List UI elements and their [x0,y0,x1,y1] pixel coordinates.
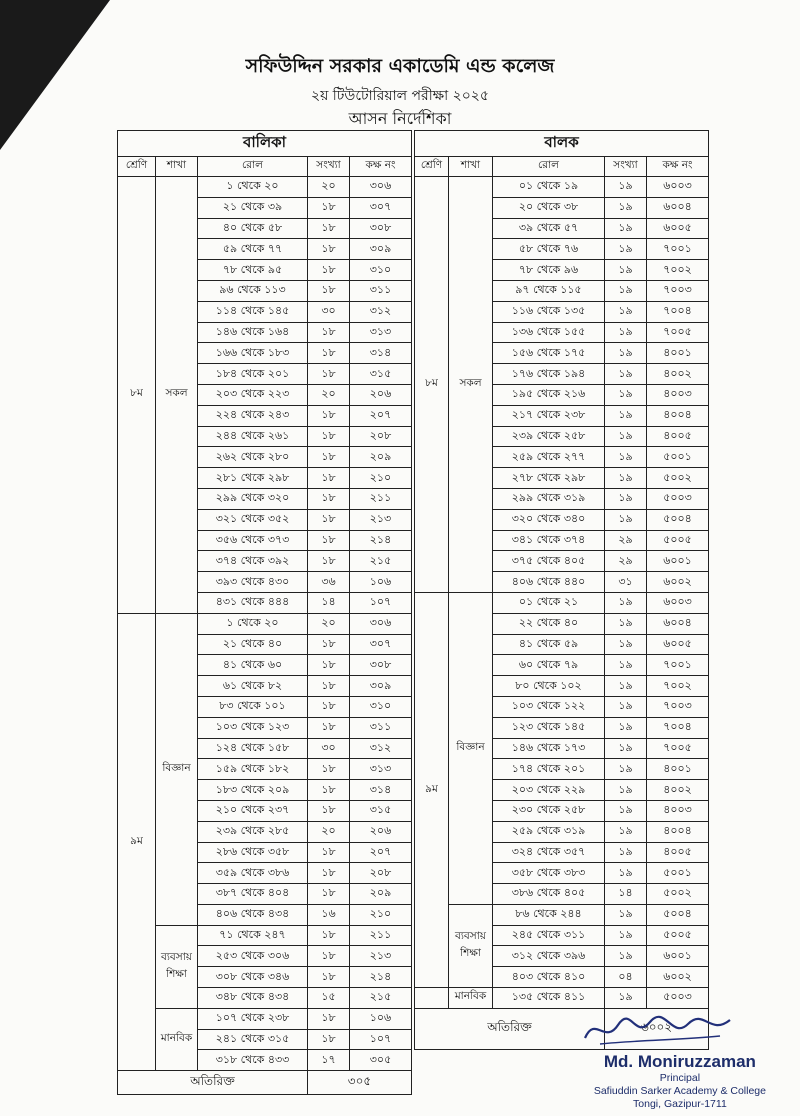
count-cell: ১৯ [605,759,647,780]
room-cell: ৪০০১ [647,759,709,780]
room-cell: ৭০০১ [647,239,709,260]
roll-cell: ২০৩ থেকে ২২৩ [198,384,308,405]
room-cell: ৩১১ [350,280,412,301]
institution-name: সফিউদ্দিন সরকার একাডেমি এন্ড কলেজ [245,55,555,77]
roll-cell: ৩০৮ থেকে ৩৪৬ [198,967,308,988]
roll-cell: ১৬৬ থেকে ১৮৩ [198,343,308,364]
roll-cell: ২১৭ থেকে ২৩৮ [493,405,605,426]
count-cell: ১৯ [605,676,647,697]
count-cell: ১৯ [605,780,647,801]
roll-cell: ১৫৬ থেকে ১৭৫ [493,343,605,364]
table-row [415,988,709,1009]
roll-cell: ৬১ থেকে ৮২ [198,676,308,697]
room-cell: ৩০৯ [350,239,412,260]
roll-cell: ১৭৬ থেকে ১৯৪ [493,364,605,385]
count-cell: ২০ [308,613,350,634]
table-row [118,613,412,634]
count-cell: ৩০ [308,738,350,759]
roll-cell: ১৩৬ থেকে ১৫৫ [493,322,605,343]
roll-cell: ১ থেকে ২০ [198,613,308,634]
room-cell: ৩১০ [350,696,412,717]
count-cell: ১৮ [308,676,350,697]
college-name: Safiuddin Sarker Academy & College [593,1085,766,1097]
roll-cell: ২৮১ থেকে ২৯৮ [198,468,308,489]
roll-cell: ২০ থেকে ৩৮ [493,197,605,218]
roll-cell: ৯৬ থেকে ১১৩ [198,280,308,301]
room-cell: ৪০০৩ [647,384,709,405]
room-cell: ৫০০৫ [647,530,709,551]
room-cell: ২০৯ [350,447,412,468]
roll-cell: ৩৮৬ থেকে ৪০৫ [493,884,605,905]
room-cell: ৩১৪ [350,780,412,801]
room-cell: ২০৮ [350,863,412,884]
room-cell: ৬০০৩ [647,592,709,613]
col-header-count: সংখ্যা [605,157,647,177]
count-cell: ১৬ [308,904,350,925]
roll-cell: ২২৪ থেকে ২৪৩ [198,405,308,426]
room-cell: ৩১২ [350,301,412,322]
table-row [118,177,412,198]
roll-cell: ৭৮ থেকে ৯৬ [493,260,605,281]
room-cell: ৩০৬ [350,613,412,634]
roll-cell: ১৯৫ থেকে ২১৬ [493,384,605,405]
roll-cell: ২১ থেকে ৪০ [198,634,308,655]
roll-cell: ২৫৯ থেকে ৩১৯ [493,821,605,842]
room-cell: ২০৬ [350,821,412,842]
roll-cell: ৬০ থেকে ৭৯ [493,655,605,676]
room-cell: ৭০০৩ [647,696,709,717]
roll-cell: ৩২০ থেকে ৩৪০ [493,509,605,530]
roll-cell: ১১৬ থেকে ১৩৫ [493,301,605,322]
count-cell: ১৮ [308,530,350,551]
count-cell: ১৮ [308,218,350,239]
roll-cell: ৫৯ থেকে ৭৭ [198,239,308,260]
roll-cell: ১৫৯ থেকে ১৮২ [198,759,308,780]
room-cell: ২১৪ [350,530,412,551]
room-cell: ৭০০৪ [647,301,709,322]
roll-cell: ১০৩ থেকে ১২২ [493,696,605,717]
count-cell: ১৯ [605,488,647,509]
count-cell: ১৯ [605,426,647,447]
count-cell: ১৮ [308,946,350,967]
count-cell: ১৮ [308,884,350,905]
college-address: Tongi, Gazipur-1711 [633,1098,727,1110]
room-cell: ৪০০৩ [647,800,709,821]
room-cell: ৭০০১ [647,655,709,676]
roll-cell: ৪০৬ থেকে ৪৪০ [493,572,605,593]
count-cell: ১৮ [308,447,350,468]
col-header-branch: শাখা [449,157,493,177]
count-cell: ১৮ [308,1008,350,1029]
roll-cell: ২৮৬ থেকে ৩৫৮ [198,842,308,863]
count-cell: ১৯ [605,509,647,530]
room-cell: ২১৩ [350,946,412,967]
count-cell: ১৯ [605,800,647,821]
girls-extra-label: অতিরিক্ত [118,1071,308,1095]
room-cell: ২১৪ [350,967,412,988]
count-cell: ১৮ [308,405,350,426]
count-cell: ১৯ [605,863,647,884]
exam-name: ২য় টিউটোরিয়াল পরীক্ষা ২০২৫ [310,88,489,104]
col-header-room: কক্ষ নং [647,157,709,177]
count-cell: ১৮ [308,343,350,364]
roll-cell: ৫৮ থেকে ৭৬ [493,239,605,260]
count-cell: ১৯ [605,634,647,655]
roll-cell: ৮০ থেকে ১০২ [493,676,605,697]
count-cell: ১৯ [605,696,647,717]
count-cell: ৩০ [308,301,350,322]
room-cell: ৭০০৩ [647,280,709,301]
room-cell: ২০৬ [350,384,412,405]
col-header-count: সংখ্যা [308,157,350,177]
count-cell: ১৮ [308,488,350,509]
class-cell: ৯ম [415,592,449,987]
count-cell: ১৯ [605,364,647,385]
roll-cell: ২২ থেকে ৪০ [493,613,605,634]
count-cell: ১৯ [605,280,647,301]
roll-cell: ৭৮ থেকে ৯৫ [198,260,308,281]
room-cell: ৩১১ [350,717,412,738]
room-cell: ২১৩ [350,509,412,530]
count-cell: ১৯ [605,405,647,426]
roll-cell: ৩২৪ থেকে ৩৫৭ [493,842,605,863]
count-cell: ১৮ [308,551,350,572]
count-cell: ১৯ [605,717,647,738]
roll-cell: ৩৫৮ থেকে ৩৮৩ [493,863,605,884]
count-cell: ১৮ [308,634,350,655]
principal-name: Md. Moniruzzaman [603,1052,756,1071]
room-cell: ৩১৩ [350,759,412,780]
room-cell: ১০৬ [350,572,412,593]
roll-cell: ৪১ থেকে ৫৯ [493,634,605,655]
roll-cell: ৩১৮ থেকে ৪৩৩ [198,1050,308,1071]
count-cell: ১৯ [605,738,647,759]
roll-cell: ৪০৩ থেকে ৪১০ [493,967,605,988]
col-header-class: শ্রেণি [415,157,449,177]
roll-cell: ১৮৪ থেকে ২০১ [198,364,308,385]
count-cell: ১৮ [308,322,350,343]
room-cell: ১০৭ [350,592,412,613]
count-cell: ১৯ [605,322,647,343]
count-cell: ১৮ [308,925,350,946]
room-cell: ৩০৯ [350,676,412,697]
count-cell: ০৪ [605,967,647,988]
room-cell: ২০৮ [350,426,412,447]
roll-cell: ৩২১ থেকে ৩৫২ [198,509,308,530]
roll-cell: ১০৭ থেকে ২৩৮ [198,1008,308,1029]
count-cell: ১৯ [605,988,647,1009]
roll-cell: ২০৩ থেকে ২২৯ [493,780,605,801]
room-cell: ৬০০৪ [647,197,709,218]
roll-cell: ২৯৯ থেকে ৩২০ [198,488,308,509]
count-cell: ১৯ [605,655,647,676]
count-cell: ১৮ [308,800,350,821]
room-cell: ৪০০১ [647,343,709,364]
room-cell: ৫০০৩ [647,988,709,1009]
room-cell: ৪০০৫ [647,426,709,447]
roll-cell: ১৮৩ থেকে ২০৯ [198,780,308,801]
count-cell: ১৯ [605,925,647,946]
count-cell: ১৮ [308,696,350,717]
roll-cell: ২৪৫ থেকে ৩১১ [493,925,605,946]
count-cell: ১৮ [308,842,350,863]
count-cell: ২৯ [605,551,647,572]
girls-seat-table [117,130,412,1095]
room-cell: ৩১০ [350,260,412,281]
roll-cell: ৪১ থেকে ৬০ [198,655,308,676]
table-row [415,177,709,198]
room-cell: ৩০৭ [350,634,412,655]
table-row [118,925,412,946]
boys-table-body [415,177,709,1009]
room-cell: ৬০০৫ [647,634,709,655]
roll-cell: ৮৬ থেকে ২৪৪ [493,904,605,925]
room-cell: ৩০৫ [350,1050,412,1071]
count-cell: ১৯ [605,384,647,405]
room-cell: ২১০ [350,468,412,489]
count-cell: ১৮ [308,509,350,530]
room-cell: ৩১৪ [350,343,412,364]
roll-cell: ১০৩ থেকে ১২৩ [198,717,308,738]
count-cell: ১৯ [605,301,647,322]
roll-cell: ৩৫৯ থেকে ৩৮৬ [198,863,308,884]
room-cell: ৩০৮ [350,218,412,239]
room-cell: ৭০০৫ [647,738,709,759]
room-cell: ৩০৮ [350,655,412,676]
room-cell: ৫০০৪ [647,904,709,925]
col-header-branch: শাখা [156,157,198,177]
boys-section-title: বালক [415,131,709,157]
roll-cell: ৪০৬ থেকে ৪৩৪ [198,904,308,925]
count-cell: ১৪ [308,592,350,613]
class-cell: ৮ম [415,177,449,593]
roll-cell: ১২৩ থেকে ১৪৫ [493,717,605,738]
room-cell: ২০৭ [350,405,412,426]
room-cell: ৬০০১ [647,551,709,572]
room-cell: ৫০০১ [647,863,709,884]
roll-cell: ৯৭ থেকে ১১৫ [493,280,605,301]
roll-cell: ৩১২ থেকে ৩৯৬ [493,946,605,967]
roll-cell: ৩৮৭ থেকে ৪০৪ [198,884,308,905]
count-cell: ১৮ [308,759,350,780]
roll-cell: ৩৯৩ থেকে ৪৩০ [198,572,308,593]
roll-cell: ১৩৫ থেকে ৪১১ [493,988,605,1009]
boys-extra-room: ৬০০২ [605,1008,709,1049]
roll-cell: ১ থেকে ২০ [198,177,308,198]
roll-cell: ১৭৪ থেকে ২০১ [493,759,605,780]
document-title: আসন নির্দেশিকা [348,109,452,128]
roll-cell: ৩৯ থেকে ৫৭ [493,218,605,239]
room-cell: ৫০০১ [647,447,709,468]
room-cell: ২১০ [350,904,412,925]
room-cell: ৬০০১ [647,946,709,967]
room-cell: ৩১২ [350,738,412,759]
room-cell: ২০৭ [350,842,412,863]
roll-cell: ৪০ থেকে ৫৮ [198,218,308,239]
room-cell: ৪০০৪ [647,405,709,426]
room-cell: ৪০০৪ [647,821,709,842]
count-cell: ১৮ [308,468,350,489]
count-cell: ১৮ [308,280,350,301]
room-cell: ৬০০২ [647,572,709,593]
count-cell: ১৯ [605,218,647,239]
roll-cell: ২৫৩ থেকে ৩০৬ [198,946,308,967]
boys-seat-table [414,130,709,1050]
roll-cell: ২৩৯ থেকে ২৫৮ [493,426,605,447]
girls-section-title: বালিকা [118,131,412,157]
roll-cell: ২১০ থেকে ২৩৭ [198,800,308,821]
roll-cell: ৭১ থেকে ২৪৭ [198,925,308,946]
col-header-room: কক্ষ নং [350,157,412,177]
count-cell: ১৯ [605,177,647,198]
principal-signature-block [594,1052,766,1111]
room-cell: ২১১ [350,488,412,509]
branch-cell: মানবিক [156,1008,198,1070]
roll-cell: ৩৪৮ থেকে ৪৩৪ [198,988,308,1009]
count-cell: ৩৬ [308,572,350,593]
roll-cell: ২১ থেকে ৩৯ [198,197,308,218]
count-cell: ১৮ [308,780,350,801]
room-cell: ৩১৫ [350,800,412,821]
girls-extra-room: ৩০৫ [308,1071,412,1095]
room-cell: ৬০০৩ [647,177,709,198]
room-cell: ৫০০৫ [647,925,709,946]
branch-cell: বিজ্ঞান [156,613,198,925]
count-cell: ১৮ [308,197,350,218]
room-cell: ৫০০২ [647,884,709,905]
roll-cell: ৩৭৫ থেকে ৪০৫ [493,551,605,572]
roll-cell: ৩৭৪ থেকে ৩৯২ [198,551,308,572]
room-cell: ২১১ [350,925,412,946]
class-cell: ৯ম [118,613,156,1071]
roll-cell: ০১ থেকে ১৯ [493,177,605,198]
count-cell: ১৯ [605,904,647,925]
room-cell: ৭০০২ [647,260,709,281]
roll-cell: ২৩৯ থেকে ২৮৫ [198,821,308,842]
roll-cell: ২৭৮ থেকে ২৯৮ [493,468,605,489]
room-cell: ১০৬ [350,1008,412,1029]
girls-table-body [118,177,412,1071]
signature-scribble [580,1010,740,1050]
roll-cell: ২৬২ থেকে ২৮০ [198,447,308,468]
room-cell: ৬০০৪ [647,613,709,634]
count-cell: ৩১ [605,572,647,593]
roll-cell: ২৫৯ থেকে ২৭৭ [493,447,605,468]
room-cell: ৭০০৪ [647,717,709,738]
room-cell: ২০৯ [350,884,412,905]
room-cell: ৩১৩ [350,322,412,343]
room-cell: ৪০০২ [647,780,709,801]
count-cell: ১৯ [605,239,647,260]
col-header-class: শ্রেণি [118,157,156,177]
room-cell: ৩০৬ [350,177,412,198]
count-cell: ১৮ [308,967,350,988]
room-cell: ৪০০২ [647,364,709,385]
count-cell: ১৯ [605,821,647,842]
boys-extra-label: অতিরিক্ত [415,1008,605,1049]
count-cell: ১৮ [308,260,350,281]
count-cell: ১৮ [308,239,350,260]
count-cell: ১৭ [308,1050,350,1071]
count-cell: ১৯ [605,613,647,634]
count-cell: ১৯ [605,842,647,863]
branch-cell: ব্যবসায় শিক্ষা [156,925,198,1008]
roll-cell: ৩৫৬ থেকে ৩৭৩ [198,530,308,551]
room-cell: ৪০০৫ [647,842,709,863]
count-cell: ১৯ [605,343,647,364]
count-cell: ১৪ [605,884,647,905]
room-cell: ৩০৭ [350,197,412,218]
count-cell: ১৯ [605,468,647,489]
count-cell: ২০ [308,177,350,198]
count-cell: ২৯ [605,530,647,551]
roll-cell: ৮৩ থেকে ১০১ [198,696,308,717]
roll-cell: ০১ থেকে ২১ [493,592,605,613]
class-cell [415,988,449,1009]
branch-cell: সকল [449,177,493,593]
room-cell: ৫০০৪ [647,509,709,530]
roll-cell: ২৪১ থেকে ৩১৫ [198,1029,308,1050]
count-cell: ১৮ [308,426,350,447]
branch-cell: সকল [156,177,198,614]
table-row [118,1008,412,1029]
room-cell: ২১৫ [350,988,412,1009]
count-cell: ১৮ [308,655,350,676]
branch-cell: মানবিক [449,988,493,1009]
count-cell: ১৮ [308,717,350,738]
roll-cell: ২৪৪ থেকে ২৬১ [198,426,308,447]
roll-cell: ১৪৬ থেকে ১৭৩ [493,738,605,759]
principal-title: Principal [659,1072,701,1084]
count-cell: ১৮ [308,1029,350,1050]
col-header-roll: রোল [198,157,308,177]
roll-cell: ১৪৬ থেকে ১৬৪ [198,322,308,343]
col-header-roll: রোল [493,157,605,177]
room-cell: ৬০০২ [647,967,709,988]
room-cell: ৭০০২ [647,676,709,697]
count-cell: ২০ [308,821,350,842]
room-cell: ৬০০৫ [647,218,709,239]
count-cell: ১৯ [605,592,647,613]
room-cell: ৩১৫ [350,364,412,385]
room-cell: ২১৫ [350,551,412,572]
branch-cell: বিজ্ঞান [449,592,493,904]
count-cell: ১৮ [308,863,350,884]
room-cell: ৫০০৩ [647,488,709,509]
roll-cell: ২৩০ থেকে ২৫৮ [493,800,605,821]
count-cell: ১৯ [605,197,647,218]
branch-cell: ব্যবসায় শিক্ষা [449,904,493,987]
count-cell: ২০ [308,384,350,405]
count-cell: ১৯ [605,260,647,281]
count-cell: ১৯ [605,447,647,468]
table-row [415,904,709,925]
roll-cell: ২৯৯ থেকে ৩১৯ [493,488,605,509]
room-cell: ৭০০৫ [647,322,709,343]
roll-cell: ১২৪ থেকে ১৫৮ [198,738,308,759]
count-cell: ১৫ [308,988,350,1009]
roll-cell: ৪৩১ থেকে ৪৪৪ [198,592,308,613]
table-row [415,592,709,613]
roll-cell: ১১৪ থেকে ১৪৫ [198,301,308,322]
count-cell: ১৯ [605,946,647,967]
class-cell: ৮ম [118,177,156,614]
roll-cell: ৩৪১ থেকে ৩৭৪ [493,530,605,551]
count-cell: ১৮ [308,364,350,385]
room-cell: ৫০০২ [647,468,709,489]
room-cell: ১০৭ [350,1029,412,1050]
